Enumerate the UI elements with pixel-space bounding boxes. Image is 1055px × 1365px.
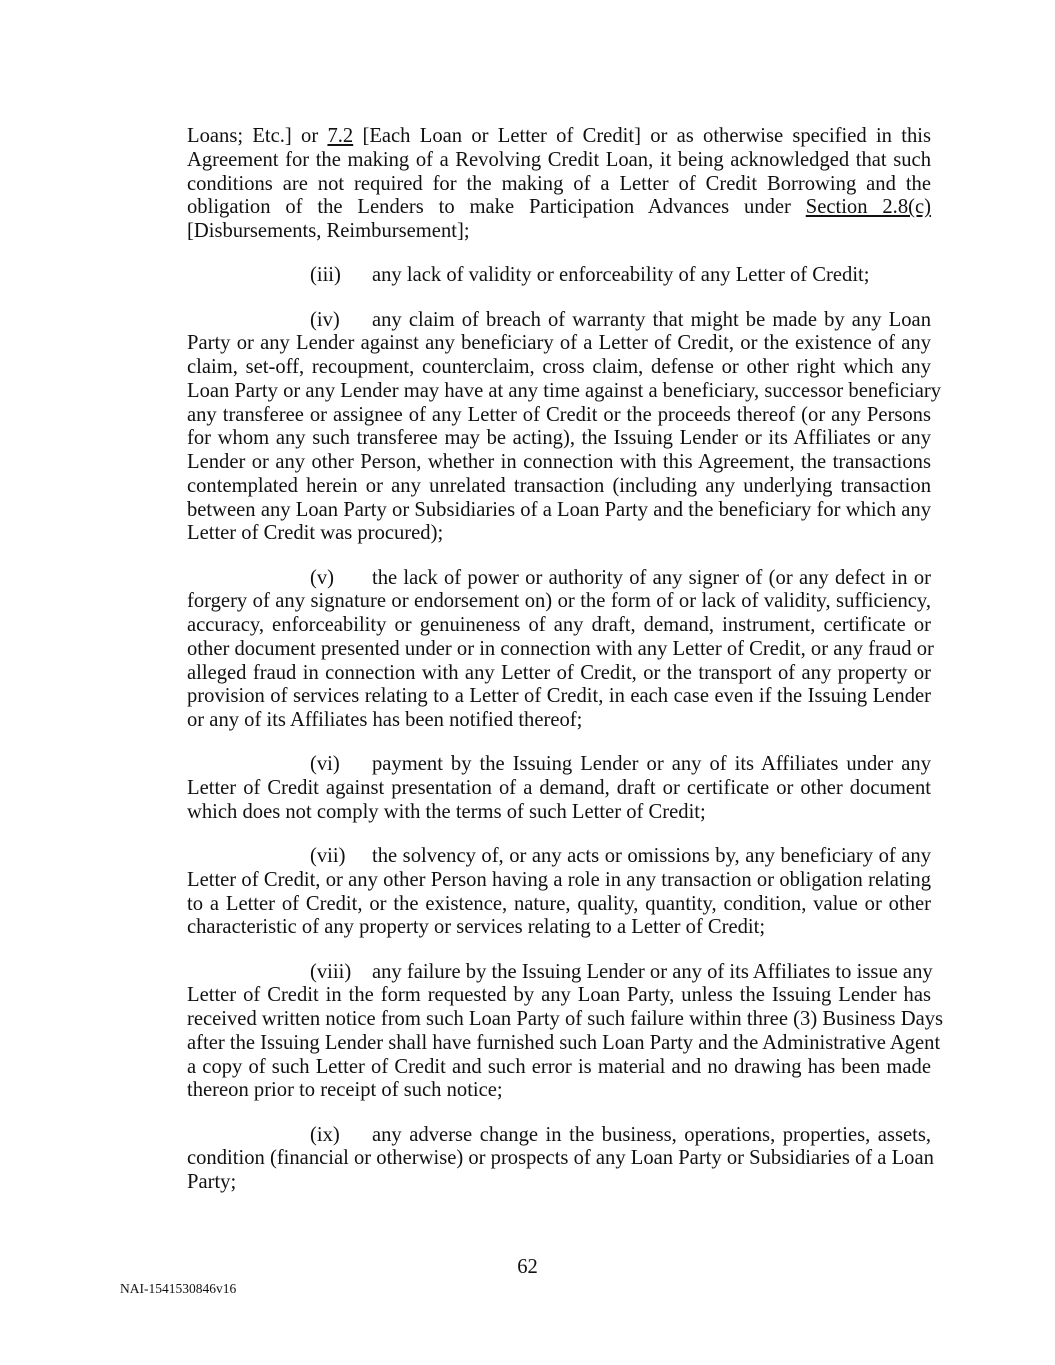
- clause-text: [372, 1124, 931, 1148]
- text-line: [187, 220, 931, 244]
- text-line: [187, 1124, 931, 1148]
- text-segment: any lack of validity or enforceability of any Letter of Credit;: [372, 264, 870, 287]
- text-line: [187, 264, 931, 288]
- text-line: [187, 499, 931, 523]
- text-line: [187, 777, 931, 801]
- clause-label: (vi): [310, 753, 340, 776]
- text-segment: a copy of such Letter of Credit and such error is material and no drawing has been made: [187, 1055, 931, 1078]
- text-segment: forgery of any signature or endorsement on) or the form of or lack of validity, sufficiency,: [187, 590, 931, 613]
- text-segment: provision of services relating to a Letter of Credit, in each case even if the Issuing Lender: [187, 685, 931, 708]
- text-segment: any failure by the Issuing Lender or any of its Affiliates to issue any: [372, 960, 933, 983]
- clause-label: (v): [310, 566, 335, 589]
- clause-paragraph: [187, 264, 931, 288]
- text-segment: Letter of Credit, or any other Person having a role in any transaction or obligation relating: [187, 868, 931, 891]
- text-line: [187, 753, 931, 777]
- text-segment: the solvency of, or any acts or omissions by, any beneficiary of any: [372, 845, 931, 867]
- text-segment: any adverse change in the business, operations, properties, assets,: [372, 1123, 931, 1146]
- text-line: [187, 709, 931, 733]
- text-segment: Agreement for the making of a Revolving Credit Loan, it being acknowledged that such: [187, 148, 931, 171]
- text-line: [187, 1171, 931, 1195]
- text-line: [187, 451, 931, 475]
- clause-label: (ix): [310, 1123, 340, 1146]
- text-line: [187, 1079, 931, 1103]
- text-line: [187, 1031, 941, 1056]
- clause-text: [372, 567, 931, 591]
- text-segment: received written notice from such Loan Party of such failure within three (3) Business Days: [187, 1008, 944, 1030]
- text-line: [187, 869, 931, 893]
- text-segment: thereon prior to receipt of such notice;: [187, 1079, 503, 1102]
- text-segment: or any of its Affiliates has been notified thereof;: [187, 709, 583, 731]
- text-segment: Party or any Lender against any beneficiary of a Letter of Credit, or the existence of any: [187, 332, 931, 355]
- text-segment: Lender or any other Person, whether in connection with this Agreement, the transactions: [187, 451, 931, 473]
- text-line: [187, 125, 931, 149]
- clause-text: [372, 845, 931, 869]
- continuation-paragraph: [187, 125, 931, 244]
- text-segment: any transferee or assignee of any Letter of Credit or the proceeds thereof (or any Persons: [187, 403, 931, 426]
- text-segment: condition (financial or otherwise) or prospects of any Loan Party or Subsidiaries of a Loan: [187, 1147, 934, 1170]
- text-line: [187, 801, 931, 825]
- text-line: [187, 404, 931, 428]
- clause-text: [372, 961, 933, 985]
- text-line: [187, 1147, 934, 1171]
- clause-paragraph: [187, 566, 934, 733]
- text-line: [187, 309, 931, 333]
- text-segment: obligation of the Lenders to make Participation Advances under: [187, 196, 806, 219]
- clause-text: [372, 264, 931, 288]
- text-segment: [Each Loan or Letter of Credit] or as otherwise specified in this: [353, 125, 931, 147]
- text-segment: accuracy, enforceability or genuineness of any draft, demand, instrument, certificate or: [187, 614, 931, 636]
- page-number: 62: [517, 1256, 538, 1278]
- text-line: [187, 567, 931, 591]
- text-segment: any claim of breach of warranty that might be made by any Loan: [372, 308, 931, 331]
- text-line: [187, 356, 931, 380]
- text-line: [187, 893, 931, 917]
- text-line: [187, 332, 931, 356]
- clause-paragraph: [187, 753, 931, 824]
- text-segment: for whom any such transferee may be acting), the Issuing Lender or its Affiliates or any: [187, 427, 931, 450]
- text-line: [187, 427, 931, 451]
- clause-label: (iv): [310, 308, 340, 331]
- text-line: [187, 1008, 944, 1032]
- text-line: [187, 522, 931, 546]
- text-segment: claim, set-off, recoupment, counterclaim, cross claim, defense or other right which any: [187, 356, 931, 378]
- text-segment: which does not comply with the terms of such Letter of Credit;: [187, 800, 706, 823]
- text-segment: characteristic of any property or services relating to a Letter of Credit;: [187, 916, 766, 939]
- text-line: [187, 961, 931, 985]
- clause-paragraph: [187, 1123, 934, 1195]
- text-segment: Letter of Credit in the form requested by any Loan Party, unless the Issuing Lender has: [187, 984, 931, 1007]
- text-segment: Letter of Credit against presentation of a demand, draft or certificate or other document: [187, 777, 931, 799]
- text-segment: conditions are not required for the making of a Letter of Credit Borrowing and the: [187, 172, 931, 195]
- text-segment: between any Loan Party or Subsidiaries of a Loan Party and the beneficiary for which any: [187, 498, 931, 521]
- text-segment: payment by the Issuing Lender or any of its Affiliates under any: [372, 753, 931, 776]
- text-line: [187, 379, 942, 404]
- text-segment: Loans; Etc.] or: [187, 125, 328, 147]
- text-segment: alleged fraud in connection with any Letter of Credit, or the transport of any property or: [187, 661, 931, 684]
- text-line: [187, 1056, 931, 1080]
- text-segment: the lack of power or authority of any signer of (or any defect in or: [372, 566, 931, 589]
- text-segment: contemplated herein or any unrelated transaction (including any underlying transaction: [187, 474, 931, 497]
- text-line: [187, 637, 934, 662]
- text-segment: to a Letter of Credit, or the existence, nature, quality, quantity, condition, value or other: [187, 892, 931, 915]
- text-line: [187, 662, 931, 686]
- clause-paragraph: [187, 845, 931, 940]
- text-line: [187, 984, 931, 1008]
- section-reference: 7.2: [327, 125, 354, 147]
- clause-label: (viii): [310, 960, 352, 983]
- text-segment: Letter of Credit was procured);: [187, 522, 444, 545]
- text-line: [187, 845, 931, 869]
- text-line: [187, 590, 931, 614]
- text-line: [187, 685, 931, 709]
- clause-label: (vii): [310, 845, 346, 867]
- text-segment: after the Issuing Lender shall have furnished such Loan Party and the Administrative Agent: [187, 1031, 941, 1054]
- text-line: [187, 475, 931, 499]
- document-id: NAI-1541530846v16: [120, 1281, 237, 1296]
- clause-text: [372, 309, 931, 333]
- clause-label: (iii): [310, 264, 341, 287]
- text-line: [187, 173, 931, 197]
- text-line: [187, 149, 931, 173]
- text-line: [187, 916, 931, 940]
- text-segment: Party;: [187, 1171, 237, 1193]
- clause-text: [372, 753, 931, 777]
- text-segment: [Disbursements, Reimbursement];: [187, 220, 470, 242]
- text-line: [187, 614, 931, 638]
- clause-paragraph: [187, 960, 944, 1104]
- section-reference: Section 2.8(c): [805, 196, 931, 219]
- document-body: [187, 125, 944, 1215]
- text-line: [187, 196, 931, 220]
- text-segment: other document presented under or in connection with any Letter of Credit, or any fraud or: [187, 637, 934, 660]
- clause-paragraph: [187, 308, 942, 547]
- text-segment: Loan Party or any Lender may have at any time against a beneficiary, successor beneficiary: [187, 379, 942, 402]
